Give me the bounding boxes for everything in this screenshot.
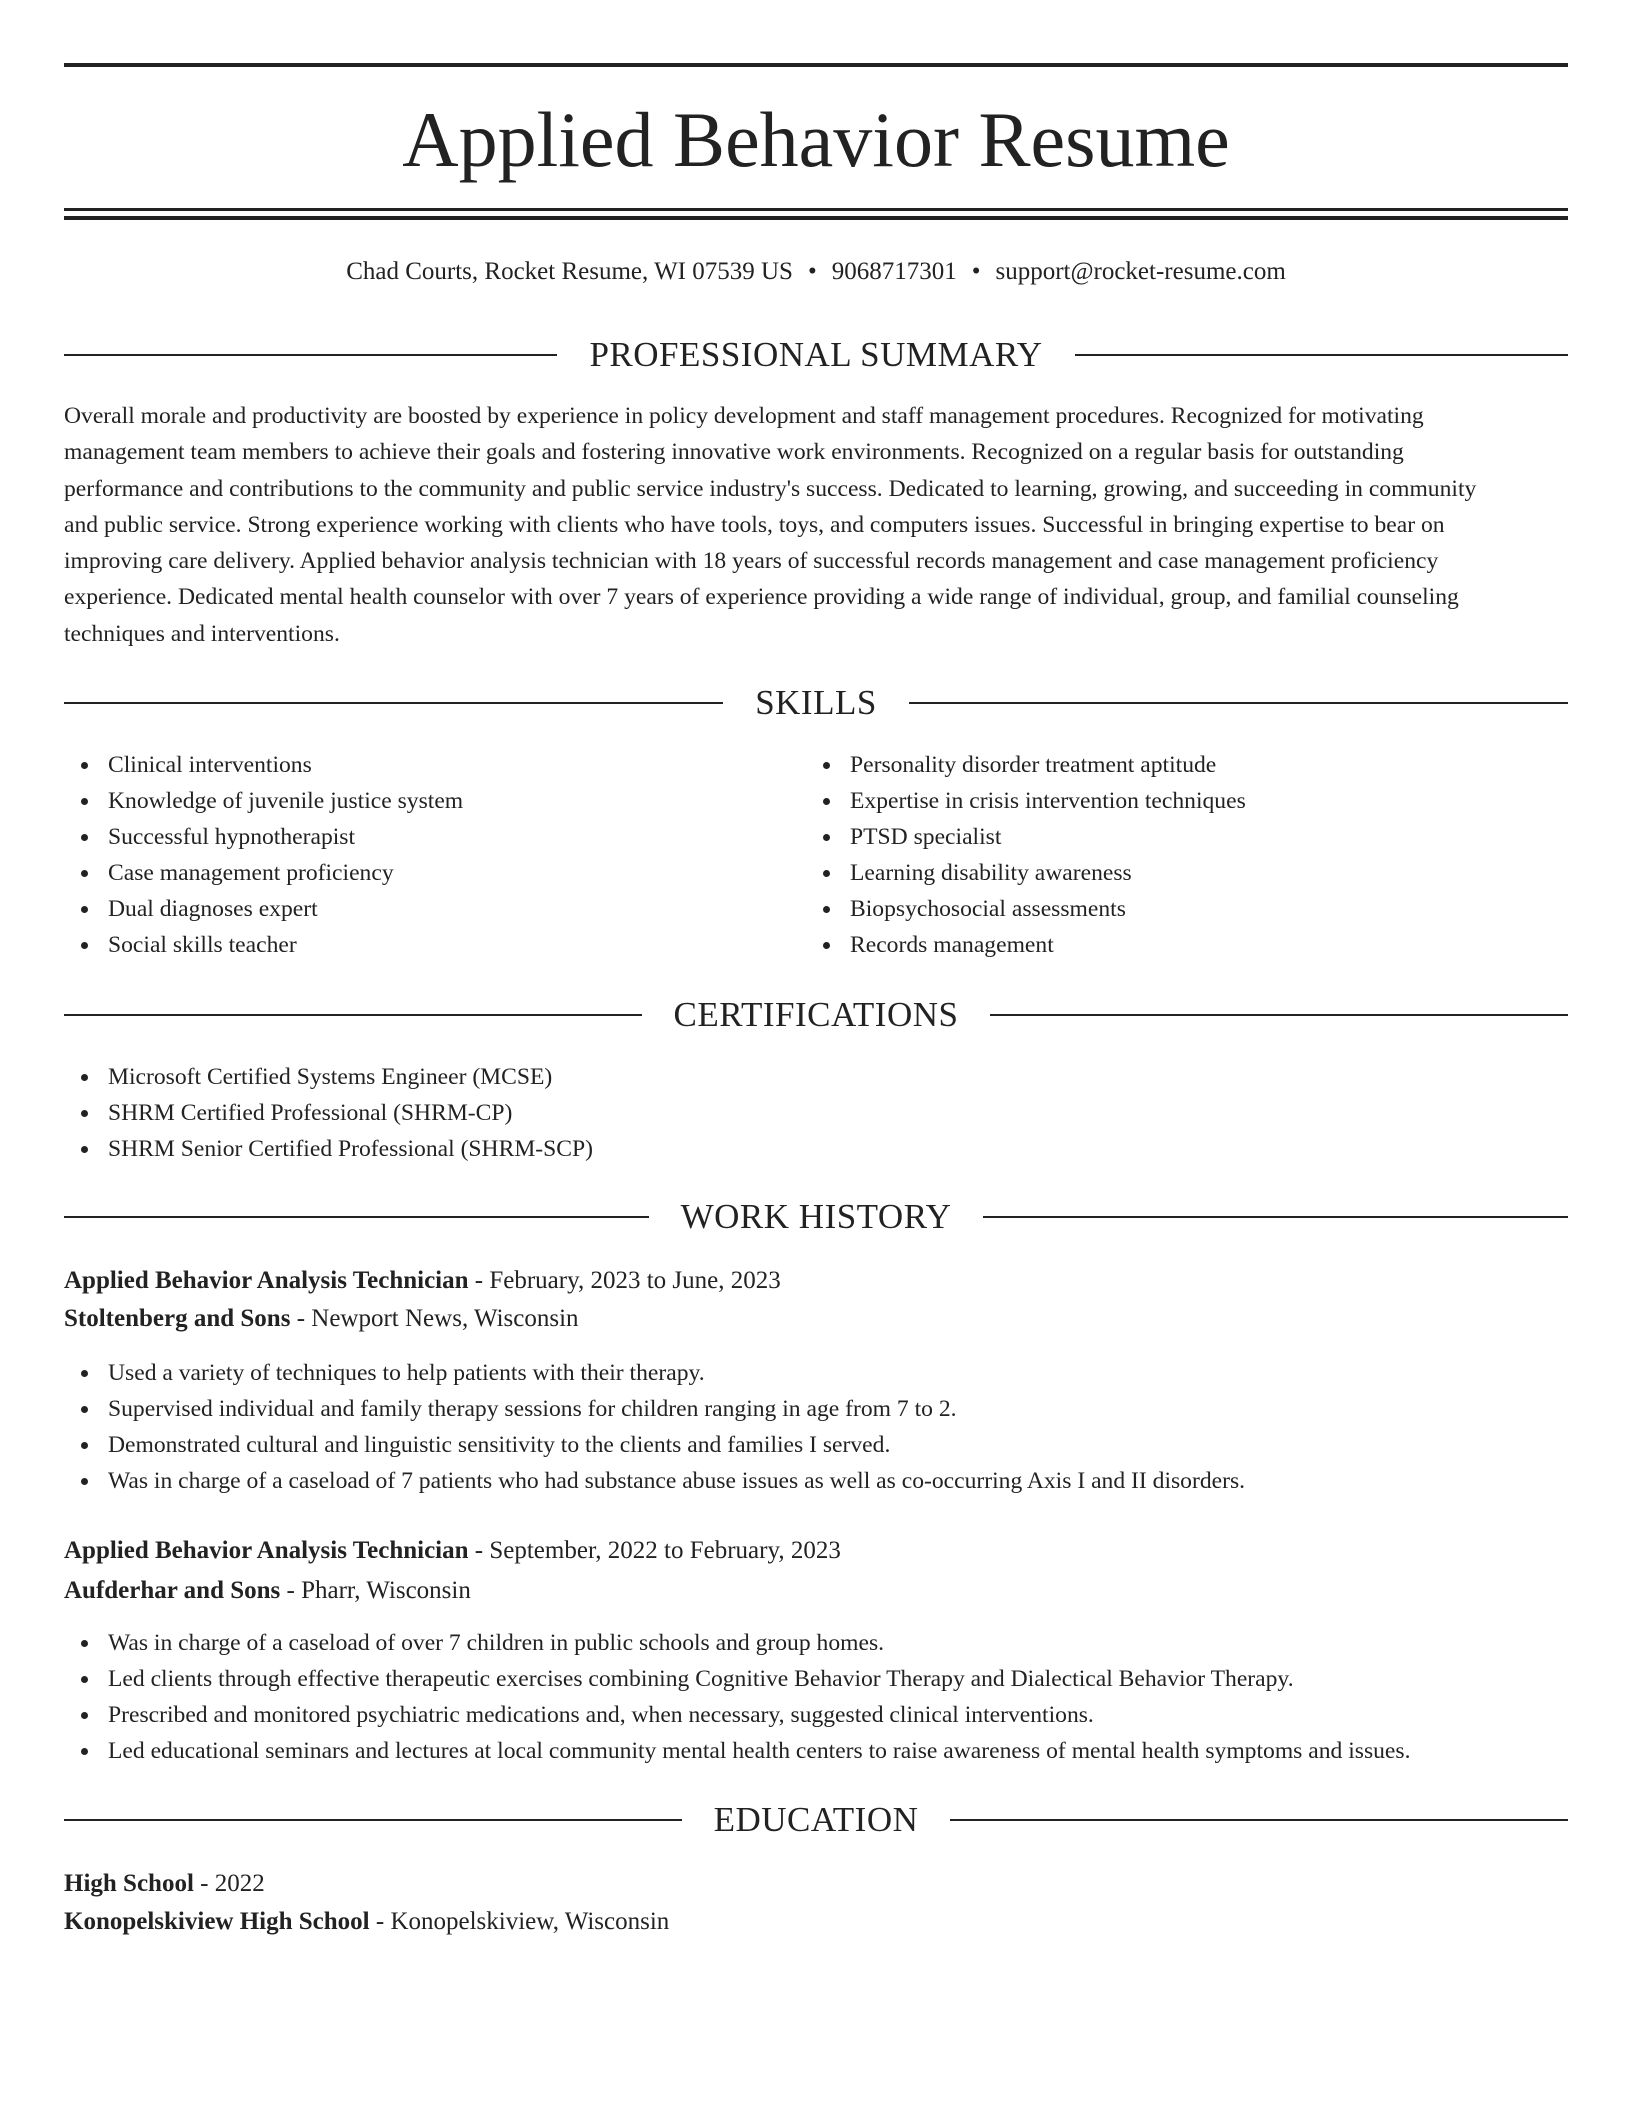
job-company: Aufderhar and Sons <box>64 1577 281 1604</box>
list-item: Was in charge of a caseload of 7 patients who had substance abuse issues as well as co-occurring Axis I and II disorders. <box>64 1463 1245 1499</box>
divider-line <box>1075 354 1568 356</box>
section-title: SKILLS <box>755 683 877 722</box>
education-location: - Konopelskiview, Wisconsin <box>369 1908 670 1935</box>
job-location: - Newport News, Wisconsin <box>290 1305 579 1332</box>
job-location: - Pharr, Wisconsin <box>280 1577 471 1604</box>
list-item: Supervised individual and family therapy sessions for children ranging in age from 7 to 2. <box>64 1391 1245 1427</box>
section-title: PROFESSIONAL SUMMARY <box>589 335 1043 374</box>
skills-list-right <box>806 747 1246 963</box>
list-item: Clinical interventions <box>64 747 463 783</box>
summary-line: and public service. Strong experience working with clients who have tools, toys, and computers issues. Successful in bringing expertise to bear on <box>64 511 1445 538</box>
summary-line: Overall morale and productivity are boosted by experience in policy development and staff management procedures. Recognized for motivating <box>64 403 1424 429</box>
divider-line <box>950 1819 1568 1821</box>
list-item: Led educational seminars and lectures at local community mental health centers to raise awareness of mental health symptoms and issues. <box>64 1733 1410 1769</box>
contact-separator: • <box>971 258 981 285</box>
summary-line: improving care delivery. Applied behavior analysis technician with 18 years of successful records management and case management proficiency <box>64 548 1439 575</box>
list-item: Dual diagnoses expert <box>64 891 463 927</box>
section-heading-summary <box>64 333 1568 377</box>
list-item: Expertise in crisis intervention techniques <box>806 783 1246 819</box>
education-school-line <box>64 1903 669 1941</box>
list-item: PTSD specialist <box>806 819 1246 855</box>
divider-line <box>990 1014 1568 1016</box>
contact-email: support@rocket-resume.com <box>995 258 1286 285</box>
list-item: Learning disability awareness <box>806 855 1246 891</box>
job-title: Applied Behavior Analysis Technician <box>64 1267 469 1294</box>
skills-list-left <box>64 747 463 963</box>
title-double-rule-upper <box>64 208 1568 211</box>
job-dates: - February, 2023 to June, 2023 <box>468 1267 781 1294</box>
education-degree-line <box>64 1865 265 1903</box>
education-school: Konopelskiview High School <box>64 1908 370 1935</box>
job-title: Applied Behavior Analysis Technician <box>64 1537 469 1564</box>
divider-line <box>64 702 723 704</box>
list-item: Successful hypnotherapist <box>64 819 463 855</box>
section-title: WORK HISTORY <box>680 1197 952 1236</box>
section-title: EDUCATION <box>713 1800 919 1839</box>
top-rule <box>64 63 1568 67</box>
divider-line <box>983 1216 1568 1218</box>
list-item: Records management <box>806 927 1246 963</box>
divider-line <box>64 1819 682 1821</box>
education-year: - 2022 <box>193 1870 265 1897</box>
resume-title: Applied Behavior Resume <box>402 96 1230 183</box>
education-degree: High School <box>64 1870 194 1897</box>
contact-address: Chad Courts, Rocket Resume, WI 07539 US <box>346 258 793 285</box>
list-item: Microsoft Certified Systems Engineer (MCSE) <box>64 1059 593 1095</box>
list-item: SHRM Senior Certified Professional (SHRM-SCP) <box>64 1131 593 1167</box>
summary-line: experience. Dedicated mental health counselor with over 7 years of experience providing a wide range of individual, group, and familial counseling <box>64 584 1459 611</box>
summary-line: management team members to achieve their goals and fostering innovative work environments. Recognized on a regular basis for outstanding <box>64 439 1404 466</box>
contact-phone: 9068717301 <box>831 258 957 285</box>
job-title-line <box>64 1262 781 1300</box>
list-item: Personality disorder treatment aptitude <box>806 747 1246 783</box>
list-item: Led clients through effective therapeutic exercises combining Cognitive Behavior Therapy and Dialectical Behavior Therapy. <box>64 1661 1410 1697</box>
list-item: Prescribed and monitored psychiatric medications and, when necessary, suggested clinical interventions. <box>64 1697 1410 1733</box>
section-heading-skills <box>64 681 1568 725</box>
job-company-line <box>64 1300 579 1338</box>
list-item: Used a variety of techniques to help patients with their therapy. <box>64 1355 1245 1391</box>
job-bullets <box>64 1355 1245 1499</box>
section-title: CERTIFICATIONS <box>673 995 959 1034</box>
certifications-list <box>64 1059 593 1167</box>
divider-line <box>64 1014 642 1016</box>
title-double-rule-lower <box>64 216 1568 220</box>
job-company-line <box>64 1572 471 1610</box>
list-item: Was in charge of a caseload of over 7 children in public schools and group homes. <box>64 1625 1410 1661</box>
summary-line: performance and contributions to the community and public service industry's success. Dedicated to learning, growing, and succeeding in community <box>64 475 1477 502</box>
job-bullets <box>64 1625 1410 1769</box>
divider-line <box>909 702 1568 704</box>
list-item: Knowledge of juvenile justice system <box>64 783 463 819</box>
section-heading-education <box>64 1798 1568 1842</box>
contact-line <box>64 254 1568 290</box>
list-item: Case management proficiency <box>64 855 463 891</box>
contact-separator: • <box>807 258 817 285</box>
section-heading-certifications <box>64 993 1568 1037</box>
summary-paragraph <box>64 398 1568 652</box>
section-heading-work-history <box>64 1195 1568 1239</box>
list-item: Biopsychosocial assessments <box>806 891 1246 927</box>
job-company: Stoltenberg and Sons <box>64 1305 291 1332</box>
summary-line: techniques and interventions. <box>64 620 340 647</box>
list-item: Demonstrated cultural and linguistic sensitivity to the clients and families I served. <box>64 1427 1245 1463</box>
job-title-line <box>64 1532 841 1570</box>
list-item: SHRM Certified Professional (SHRM-CP) <box>64 1095 593 1131</box>
job-dates: - September, 2022 to February, 2023 <box>468 1537 841 1564</box>
divider-line <box>64 1216 649 1218</box>
list-item: Social skills teacher <box>64 927 463 963</box>
divider-line <box>64 354 557 356</box>
